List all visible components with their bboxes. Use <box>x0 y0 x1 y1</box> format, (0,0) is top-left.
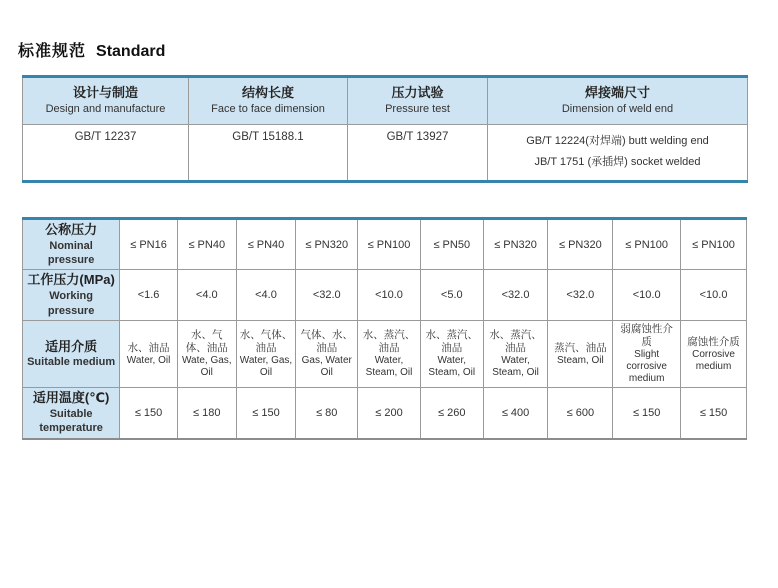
suitable-medium-cell <box>681 320 747 387</box>
working-pressure-row <box>23 270 747 320</box>
standards-header-weld-end <box>488 77 748 125</box>
standards-header-design-en: Design and manufacture <box>45 103 166 116</box>
nominal-pressure-cell: ≤ PN100 <box>681 219 747 270</box>
weld-end-socket-welded: JB/T 1751 (承插焊) socket welded <box>534 155 701 168</box>
medium-en: Water, Oil <box>126 354 171 366</box>
row-label-suitable-medium-en: Suitable medium <box>27 356 116 369</box>
suitable-temperature-cell: ≤ 200 <box>358 388 421 439</box>
medium-cn: 腐蚀性介质 <box>687 335 740 348</box>
nominal-pressure-cell: ≤ PN320 <box>296 219 358 270</box>
row-label-nominal-pressure-cn: 公称压力 <box>45 222 98 237</box>
nominal-pressure-cell: ≤ PN40 <box>236 219 296 270</box>
weld-end-butt-welding: GB/T 12224(对焊端) butt welding end <box>526 135 709 147</box>
nominal-pressure-row <box>23 219 747 270</box>
medium-cn: 水、油品 <box>127 341 170 354</box>
medium-cn: 气体、水、油品 <box>300 328 353 355</box>
standards-header-row <box>23 77 748 125</box>
suitable-medium-cell <box>177 320 236 387</box>
nominal-pressure-cell: ≤ PN50 <box>420 219 483 270</box>
suitable-temperature-cell: ≤ 150 <box>236 388 296 439</box>
standards-value-pressure-test: GB/T 13927 <box>348 125 488 182</box>
suitable-temperature-cell: ≤ 150 <box>613 388 681 439</box>
standards-value-face-to-face: GB/T 15188.1 <box>189 125 348 182</box>
working-pressure-cell: <32.0 <box>483 270 548 320</box>
working-pressure-cell: <4.0 <box>236 270 296 320</box>
working-pressure-cell: <10.0 <box>613 270 681 320</box>
row-label-nominal-pressure-en: Nominal pressure <box>47 239 95 267</box>
parameters-table <box>22 217 747 440</box>
suitable-medium-cell <box>236 320 296 387</box>
suitable-medium-cell <box>296 320 358 387</box>
suitable-medium-cell <box>420 320 483 387</box>
row-label-suitable-medium-cn: 适用介质 <box>45 338 98 354</box>
medium-en: Water, Steam, Oil <box>492 355 539 379</box>
medium-cn: 水、气体、油品 <box>239 328 293 355</box>
row-label-working-pressure-cn: 工作压力(MPa) <box>27 272 115 288</box>
standards-value-design: GB/T 12237 <box>23 125 189 182</box>
nominal-pressure-cell: ≤ PN100 <box>613 219 681 270</box>
medium-en: Water, Steam, Oil <box>365 355 413 379</box>
suitable-medium-row <box>23 320 747 387</box>
working-pressure-cell: <10.0 <box>681 270 747 320</box>
medium-cn: 水、蒸汽、油品 <box>489 328 542 355</box>
suitable-medium-cell <box>483 320 548 387</box>
standards-header-face-to-face-en: Face to face dimension <box>211 103 325 116</box>
row-label-suitable-temperature-en: Suitable temperature <box>39 408 103 435</box>
nominal-pressure-cell: ≤ PN16 <box>120 219 178 270</box>
medium-en: Corrosive medium <box>692 348 735 372</box>
standards-header-pressure-test-cn: 压力试验 <box>391 85 444 101</box>
medium-en: Slight corrosive medium <box>626 349 667 385</box>
page-title-en: Standard <box>96 43 166 60</box>
medium-cn: 水、蒸汽、油品 <box>425 328 479 355</box>
nominal-pressure-cell: ≤ PN40 <box>177 219 236 270</box>
working-pressure-cell: <4.0 <box>177 270 236 320</box>
row-label-working-pressure <box>23 270 120 320</box>
standards-header-pressure-test-en: Pressure test <box>385 103 450 116</box>
working-pressure-cell: <32.0 <box>548 270 613 320</box>
suitable-temperature-cell: ≤ 80 <box>296 388 358 439</box>
medium-en: Water, Steam, Oil <box>428 355 476 379</box>
standards-value-weld-end <box>488 125 748 182</box>
page-title-cn: 标准规范 <box>18 43 87 60</box>
standards-table <box>22 75 748 183</box>
row-label-working-pressure-en: Working pressure <box>47 290 95 317</box>
row-label-suitable-temperature <box>23 388 120 439</box>
standards-header-design-cn: 设计与制造 <box>72 85 138 101</box>
row-label-nominal-pressure <box>23 219 120 270</box>
standards-value-row <box>23 125 748 182</box>
page-title <box>18 38 778 61</box>
suitable-temperature-cell: ≤ 260 <box>420 388 483 439</box>
suitable-medium-cell <box>120 320 178 387</box>
medium-cn: 水、蒸汽、油品 <box>362 328 416 355</box>
nominal-pressure-cell: ≤ PN100 <box>358 219 421 270</box>
medium-cn: 水、气体、油品 <box>185 328 228 355</box>
nominal-pressure-cell: ≤ PN320 <box>483 219 548 270</box>
medium-en: Wate, Gas, Oil <box>181 355 232 379</box>
working-pressure-cell: <5.0 <box>420 270 483 320</box>
row-label-suitable-temperature-cn: 适用温度(℃) <box>32 390 110 406</box>
suitable-medium-cell <box>548 320 613 387</box>
medium-cn: 弱腐蚀性介质 <box>620 322 673 349</box>
working-pressure-cell: <10.0 <box>358 270 421 320</box>
medium-en: Water, Gas, Oil <box>239 355 293 379</box>
row-label-suitable-medium <box>23 320 120 387</box>
standards-header-weld-end-en: Dimension of weld end <box>561 103 674 116</box>
standards-header-weld-end-cn: 焊接端尺寸 <box>584 85 650 101</box>
working-pressure-cell: <32.0 <box>296 270 358 320</box>
suitable-medium-cell <box>358 320 421 387</box>
medium-en: Steam, Oil <box>557 354 604 366</box>
suitable-medium-cell <box>613 320 681 387</box>
suitable-temperature-row <box>23 388 747 439</box>
medium-cn: 蒸汽、油品 <box>554 341 607 354</box>
working-pressure-cell: <1.6 <box>120 270 178 320</box>
suitable-temperature-cell: ≤ 600 <box>548 388 613 439</box>
standards-header-face-to-face-cn: 结构长度 <box>241 85 294 101</box>
suitable-temperature-cell: ≤ 180 <box>177 388 236 439</box>
standards-header-pressure-test <box>348 77 488 125</box>
suitable-temperature-cell: ≤ 150 <box>681 388 747 439</box>
nominal-pressure-cell: ≤ PN320 <box>548 219 613 270</box>
medium-en: Gas, Water Oil <box>301 355 352 379</box>
standards-header-face-to-face <box>189 77 348 125</box>
suitable-temperature-cell: ≤ 400 <box>483 388 548 439</box>
standards-header-design <box>23 77 189 125</box>
suitable-temperature-cell: ≤ 150 <box>120 388 178 439</box>
